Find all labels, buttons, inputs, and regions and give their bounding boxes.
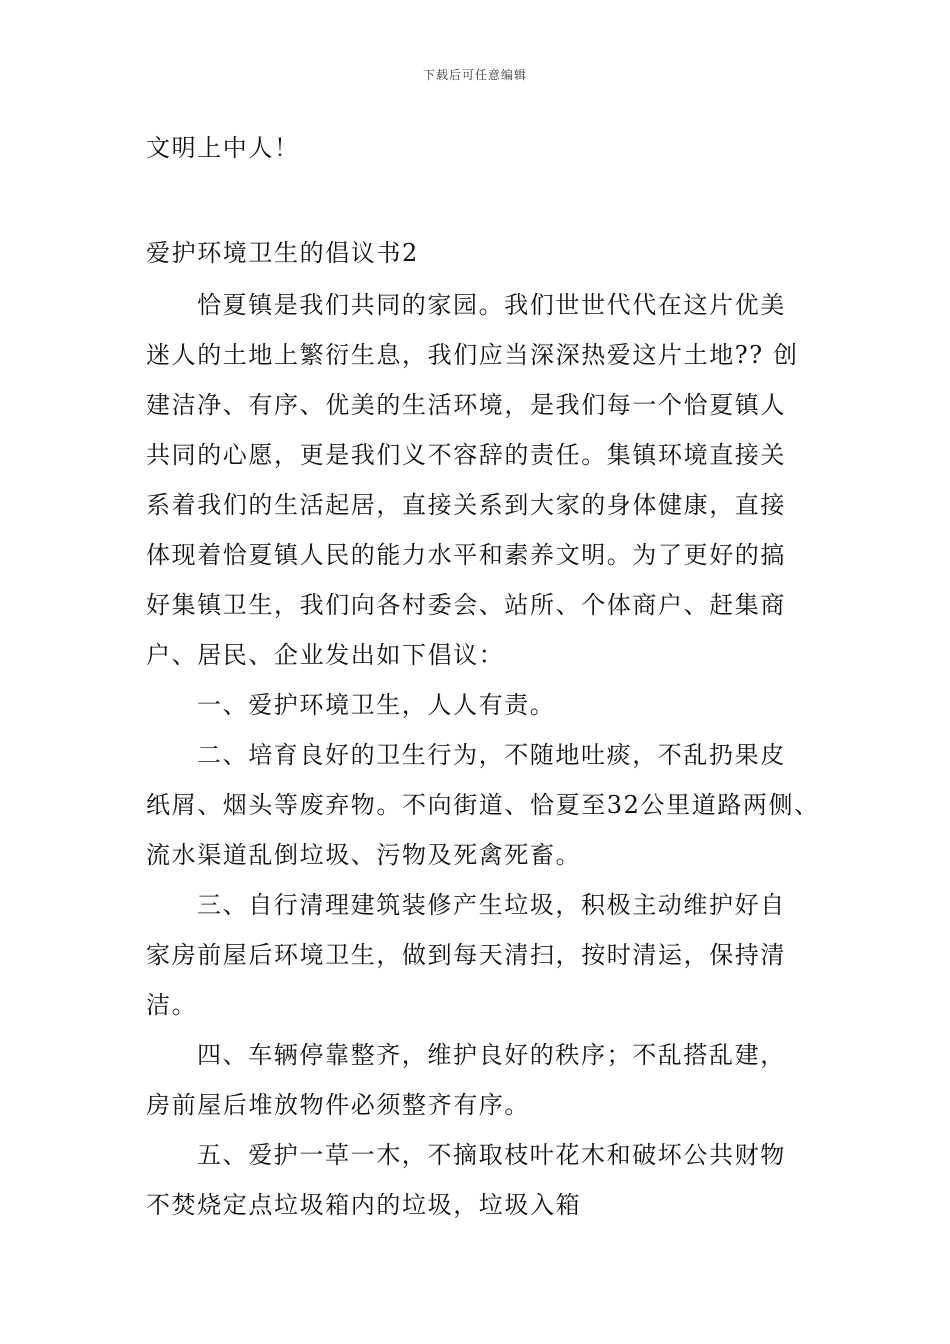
proposal-item-4: 四、车辆停靠整齐，维护良好的秩序；不乱搭乱建， <box>197 1041 786 1069</box>
paragraph-line: 迷人的土地上繁衍生息，我们应当深深热爱这片土地?? 创 <box>146 341 799 369</box>
paragraph-line: 好集镇卫生，我们向各村委会、站所、个体商户、赶集商 <box>146 591 786 619</box>
paragraph-line: 纸屑、烟头等废弃物。不向街道、恰夏至32公里道路两侧、 <box>146 791 820 819</box>
paragraph-line: 建洁净、有序、优美的生活环境，是我们每一个恰夏镇人 <box>146 391 786 419</box>
proposal-item-3: 三、自行清理建筑装修产生垃圾，积极主动维护好自 <box>197 891 786 919</box>
paragraph-line: 体现着恰夏镇人民的能力水平和素养文明。为了更好的搞 <box>146 541 786 569</box>
paragraph-line: 共同的心愿，更是我们义不容辞的责任。集镇环境直接关 <box>146 441 786 469</box>
proposal-item-5: 五、爱护一草一木，不摘取枝叶花木和破坏公共财物 <box>197 1141 786 1169</box>
header-note: 下载后可任意编辑 <box>422 68 527 82</box>
paragraph-line: 家房前屋后环境卫生，做到每天清扫，按时清运，保持清 <box>146 941 786 969</box>
closing-line: 文明上中人！ <box>146 134 300 162</box>
paragraph-line: 洁。 <box>146 991 198 1019</box>
paragraph-line: 系着我们的生活起居，直接关系到大家的身体健康，直接 <box>146 491 786 519</box>
paragraph-line: 房前屋后堆放物件必须整齐有序。 <box>146 1091 530 1119</box>
proposal-item-2: 二、培育良好的卫生行为，不随地吐痰，不乱扔果皮 <box>197 741 786 769</box>
paragraph-line: 不焚烧定点垃圾箱内的垃圾，垃圾入箱 <box>146 1191 582 1219</box>
paragraph-line: 流水渠道乱倒垃圾、污物及死禽死畜。 <box>146 841 582 869</box>
proposal-item-1: 一、爱护环境卫生，人人有责。 <box>197 691 556 719</box>
section-title: 爱护环境卫生的倡议书2 <box>146 239 419 267</box>
paragraph-line: 户、居民、企业发出如下倡议： <box>146 641 505 669</box>
paragraph-line: 恰夏镇是我们共同的家园。我们世世代代在这片优美 <box>197 291 786 319</box>
